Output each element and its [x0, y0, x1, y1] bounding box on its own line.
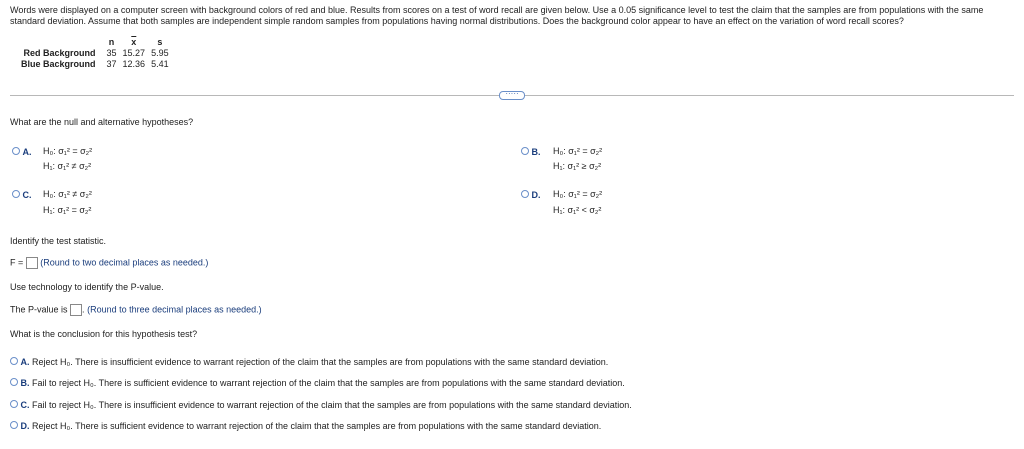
radio-conclusion-c[interactable] — [10, 400, 18, 408]
hypothesis-b-h1: H₁: σ₁² ≥ σ₂² — [553, 161, 602, 171]
f-label: F = — [10, 257, 24, 268]
hypothesis-option-b[interactable] — [521, 147, 541, 157]
hypotheses-prompt: What are the null and alternative hypotheses? — [10, 117, 194, 127]
option-letter: D. — [20, 421, 30, 431]
hypothesis-option-d[interactable] — [521, 190, 541, 200]
p-value-label: The P-value is — [10, 304, 68, 315]
option-letter: C. — [22, 190, 32, 200]
cell-s: 5.41 — [151, 59, 169, 69]
option-letter: B. — [20, 378, 30, 388]
problem-statement: Words were displayed on a computer screen with background colors of red and blue. Results from scores on a test of word recall are given below. Use a 0.05 significance level to test the claim that the samples are from populations with the same standard deviation. Assume that both samples are independent simple random samples from populations having normal distributions. Does the background color appear to have an effect on the variation of word recall scores? — [10, 5, 984, 26]
p-value-input[interactable] — [70, 304, 82, 316]
expand-more-button[interactable]: ····· — [499, 91, 525, 100]
conclusion-prompt: What is the conclusion for this hypothesis test? — [10, 329, 198, 339]
test-statistic-prompt: Identify the test statistic. — [10, 236, 107, 246]
hypothesis-c-h0: H₀: σ₁² ≠ σ₂² — [43, 189, 92, 199]
radio-d[interactable] — [521, 190, 529, 198]
cell-n: 37 — [106, 59, 117, 69]
hypothesis-d-h1: H₁: σ₁² < σ₂² — [553, 205, 602, 215]
conclusion-option-b[interactable] — [10, 378, 625, 389]
cell-n: 35 — [106, 48, 117, 58]
radio-a[interactable] — [12, 147, 20, 155]
p-value-row — [10, 304, 262, 316]
conclusion-option-a[interactable] — [10, 357, 608, 368]
conclusion-c-text: Fail to reject H₀. There is insufficient evidence to warrant rejection of the claim that the samples are from populations with the same standard deviation. — [32, 400, 632, 410]
option-letter: D. — [531, 190, 541, 200]
hypothesis-b-h0: H₀: σ₁² = σ₂² — [553, 146, 603, 156]
p-value-hint: (Round to three decimal places as needed.) — [87, 304, 262, 315]
table-row — [18, 48, 172, 59]
hypothesis-c-h1: H₁: σ₁² = σ₂² — [43, 205, 92, 215]
option-letter: A. — [22, 147, 32, 157]
radio-conclusion-a[interactable] — [10, 357, 18, 365]
row-label: Blue Background — [21, 59, 96, 69]
cell-xbar: 12.36 — [122, 59, 146, 69]
hypothesis-option-a[interactable] — [12, 147, 32, 157]
hypothesis-a-h1: H₁: σ₁² ≠ σ₂² — [43, 161, 92, 171]
f-statistic-row — [10, 257, 208, 269]
conclusion-a-text: Reject H₀. There is insufficient evidence to warrant rejection of the claim that the samples are from populations with the same standard deviation. — [32, 357, 609, 367]
data-table — [18, 37, 172, 70]
hypothesis-a-h0: H₀: σ₁² = σ₂² — [43, 146, 93, 156]
conclusion-d-text: Reject H₀. There is sufficient evidence to warrant rejection of the claim that the samples are from populations with the same standard deviation. — [32, 421, 602, 431]
table-header-row — [18, 37, 172, 48]
col-header-n: n — [108, 37, 115, 47]
radio-b[interactable] — [521, 147, 529, 155]
radio-c[interactable] — [12, 190, 20, 198]
hypothesis-option-c[interactable] — [12, 190, 32, 200]
conclusion-option-d[interactable] — [10, 421, 601, 432]
radio-conclusion-b[interactable] — [10, 378, 18, 386]
f-hint: (Round to two decimal places as needed.) — [40, 257, 209, 268]
p-value-prompt: Use technology to identify the P-value. — [10, 282, 164, 292]
conclusion-b-text: Fail to reject H₀. There is sufficient evidence to warrant rejection of the claim that the samples are from populations with the same standard deviation. — [32, 378, 625, 388]
conclusion-option-c[interactable] — [10, 400, 632, 411]
col-header-xbar: $\overline{x}$ — [131, 37, 137, 47]
cell-xbar: 15.27 — [122, 48, 146, 58]
cell-s: 5.95 — [151, 48, 169, 58]
row-label: Red Background — [23, 48, 96, 58]
radio-conclusion-d[interactable] — [10, 421, 18, 429]
option-letter: A. — [20, 357, 30, 367]
hypothesis-d-h0: H₀: σ₁² = σ₂² — [553, 189, 603, 199]
table-row — [18, 59, 172, 70]
option-letter: C. — [20, 400, 30, 410]
col-header-s: s — [157, 37, 163, 47]
f-statistic-input[interactable] — [26, 257, 38, 269]
p-value-suffix: . — [82, 304, 85, 315]
option-letter: B. — [531, 147, 541, 157]
